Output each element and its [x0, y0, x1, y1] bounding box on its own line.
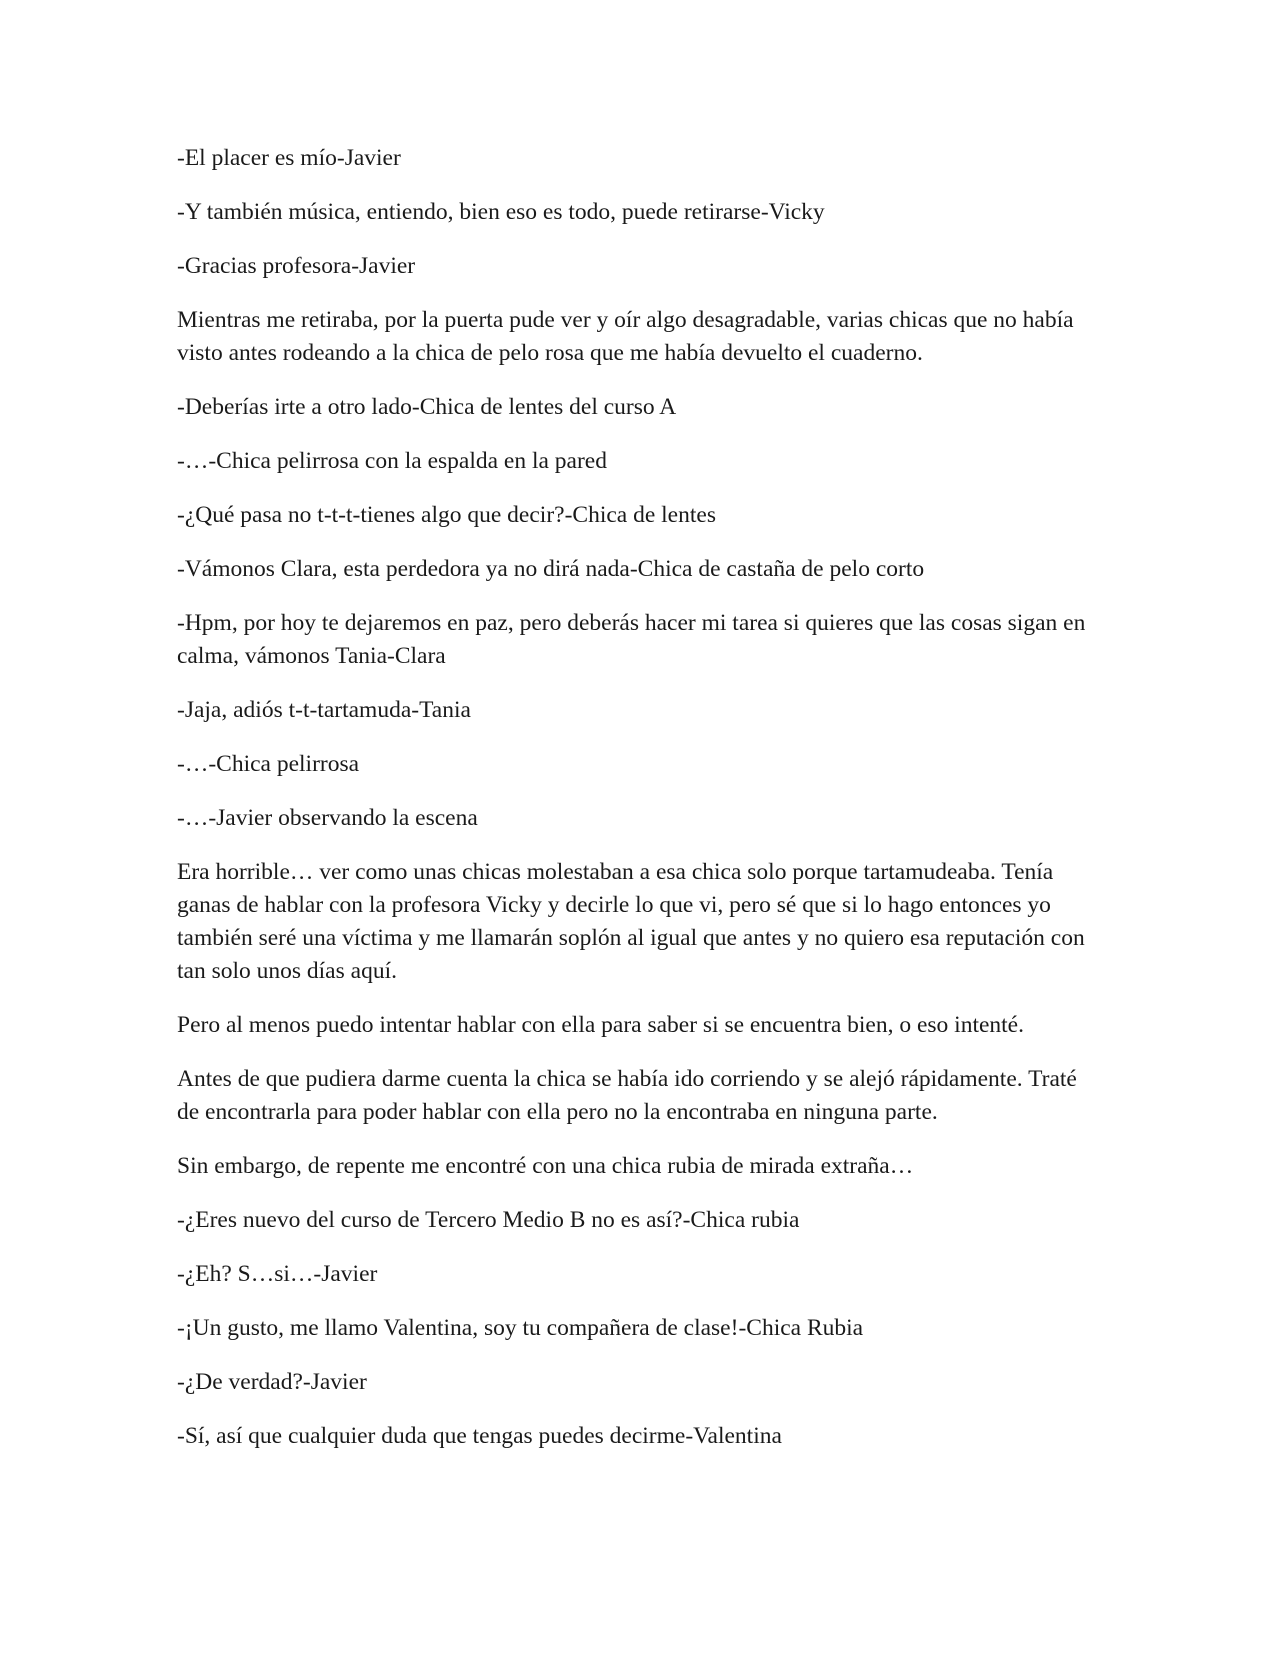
paragraph: -El placer es mío-Javier — [177, 145, 401, 171]
paragraph: -¿Eh? S…si…-Javier — [177, 1261, 378, 1287]
paragraph: -Jaja, adiós t-t-tartamuda-Tania — [177, 697, 471, 723]
paragraph: -Gracias profesora-Javier — [177, 253, 416, 279]
paragraph: -Y también música, entiendo, bien eso es todo, puede retirarse-Vicky — [177, 199, 825, 225]
paragraph: Antes de que pudiera darme cuenta la chica se había ido corriendo y se alejó rápidamente. Traté de encontrarla para poder hablar con ella pero no la encontraba en ninguna parte. — [177, 1066, 1077, 1125]
paragraph: -Sí, así que cualquier duda que tengas puedes decirme-Valentina — [177, 1423, 782, 1449]
paragraph: -…-Chica pelirrosa — [177, 751, 360, 777]
paragraph: -¡Un gusto, me llamo Valentina, soy tu compañera de clase!-Chica Rubia — [177, 1315, 864, 1341]
paragraph: -Hpm, por hoy te dejaremos en paz, pero deberás hacer mi tarea si quieres que las cosas sigan en calma, vámonos Tania-Clara — [177, 610, 1086, 669]
document-body — [177, 142, 1097, 1474]
paragraph: Pero al menos puedo intentar hablar con ella para saber si se encuentra bien, o eso intenté. — [177, 1012, 1024, 1038]
paragraph: -…-Chica pelirrosa con la espalda en la pared — [177, 448, 607, 474]
paragraph: Era horrible… ver como unas chicas molestaban a esa chica solo porque tartamudeaba. Tenía ganas de hablar con la profesora Vicky y decirle lo que vi, pero sé que si lo hago entonces yo también seré una víctima y me llamarán soplón al igual que antes y no quiero esa reputación con tan solo unos días aquí. — [177, 859, 1085, 984]
paragraph: -Deberías irte a otro lado-Chica de lentes del curso A — [177, 394, 677, 420]
paragraph: Sin embargo, de repente me encontré con una chica rubia de mirada extraña… — [177, 1153, 914, 1179]
paragraph: -Vámonos Clara, esta perdedora ya no dirá nada-Chica de castaña de pelo corto — [177, 556, 925, 582]
paragraph: -¿Eres nuevo del curso de Tercero Medio B no es así?-Chica rubia — [177, 1207, 800, 1233]
paragraph: -¿De verdad?-Javier — [177, 1369, 367, 1395]
paragraph: -…-Javier observando la escena — [177, 805, 478, 831]
paragraph: Mientras me retiraba, por la puerta pude ver y oír algo desagradable, varias chicas que no había visto antes rodeando a la chica de pelo rosa que me había devuelto el cuaderno. — [177, 307, 1074, 366]
paragraph: -¿Qué pasa no t-t-t-tienes algo que decir?-Chica de lentes — [177, 502, 716, 528]
